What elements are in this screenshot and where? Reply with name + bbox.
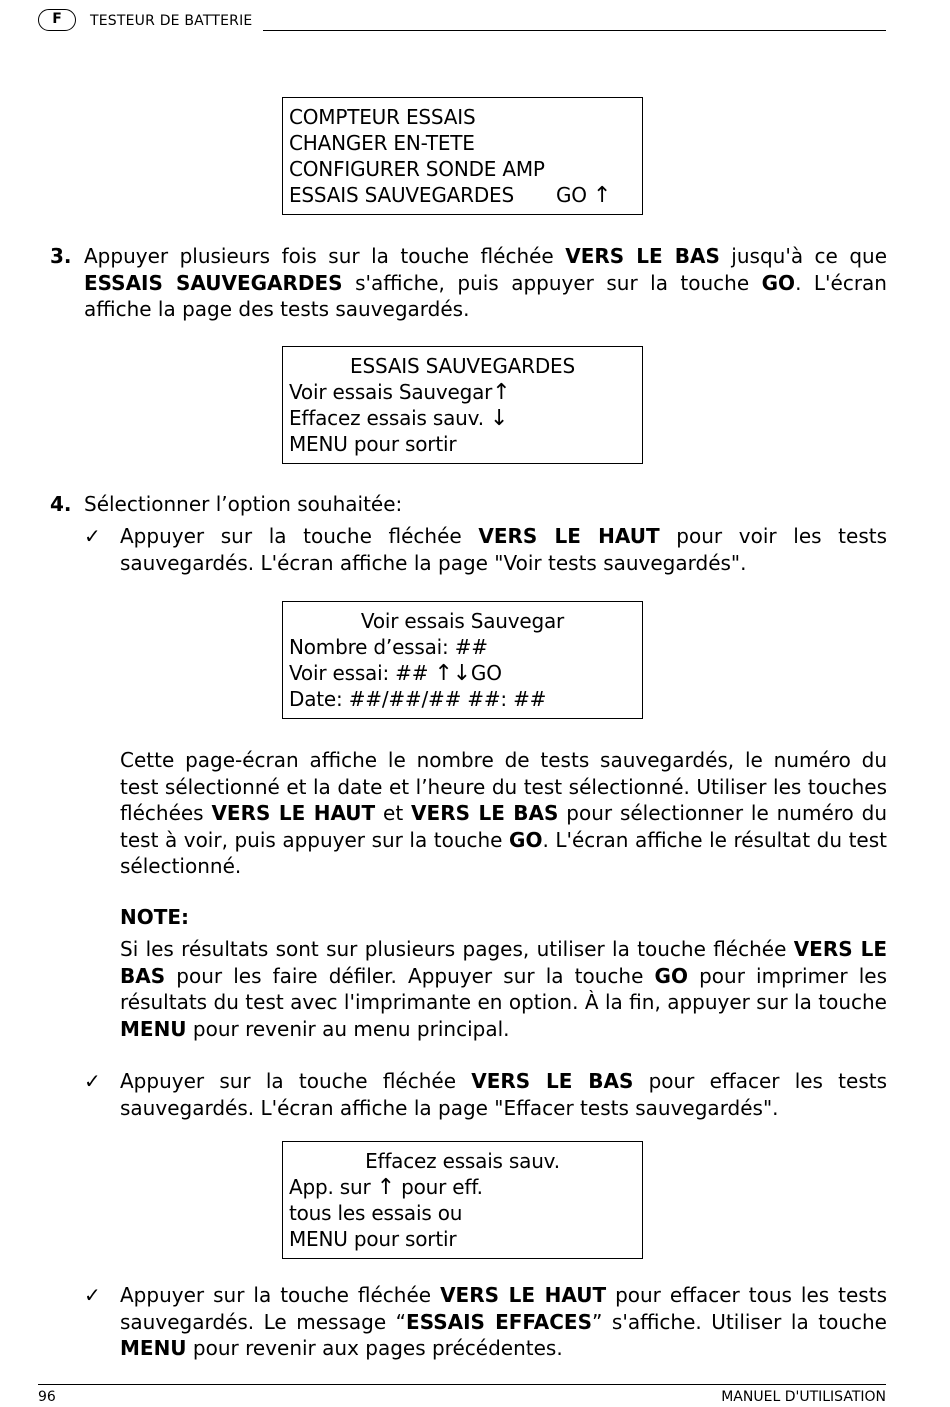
header-rule [263, 30, 886, 31]
lcd-screen-view-tests [282, 601, 643, 719]
check-icon: ✓ [84, 1069, 101, 1093]
lcd-line: Voir essais Sauvegar↑ [289, 380, 511, 405]
view-description: Cette page-écran affiche le nombre de tests sauvegardés, le numéro du test sélectionné et la date et l’heure du test sélectionné. Utiliser les touches fléchées VERS LE HAUT et VERS LE BAS pour sélectionner le numéro du test à voir, puis appuyer sur la touche GO. L'écran affiche le résultat du test sélectionné. [120, 748, 887, 878]
header-title: TESTEUR DE BATTERIE [90, 13, 253, 29]
note-text: Si les résultats sont sur plusieurs pages, utiliser la touche fléchée VERS LE BAS pour les faire défiler. Appuyer sur la touche GO pour imprimer les résultats du test avec l'imprimante en option. À la fin, appuyer sur la touche MENU pour revenir au menu principal. [120, 937, 887, 1041]
lcd-line: Voir essai: ## ↑↓GO [289, 661, 502, 686]
lcd-line: MENU pour sortir [289, 1227, 457, 1251]
note-label: NOTE: [120, 905, 190, 929]
down-arrow-icon: ↓ [490, 406, 509, 431]
up-arrow-icon: ↑ [592, 183, 612, 208]
lcd-line: CHANGER EN-TETE [289, 131, 475, 155]
up-arrow-icon: ↑ [492, 380, 511, 405]
step-3-text: Appuyer plusieurs fois sur la touche fléchée VERS LE BAS jusqu'à ce que ESSAIS SAUVEGARDES s'affiche, puis appuyer sur la touche GO. L'écran affiche la page des tests sauvegardés. [84, 244, 887, 321]
lcd-title: Effacez essais sauv. [365, 1149, 560, 1173]
language-badge: F [38, 9, 76, 31]
option-erase-text: Appuyer sur la touche fléchée VERS LE BAS pour effacer les tests sauvegardés. L'écran affiche la page "Effacer tests sauvegardés". [120, 1069, 888, 1120]
check-icon: ✓ [84, 524, 101, 548]
step-number: 4. [50, 492, 72, 516]
lcd-line: Nombre d’essai: ## [289, 635, 488, 659]
page-number: 96 [38, 1389, 56, 1405]
option-confirm-erase-text: Appuyer sur la touche fléchée VERS LE HAUT pour effacer tous les tests sauvegardés. Le message “ESSAIS EFFACES” s'affiche. Utiliser la touche MENU pour revenir aux pages précédentes. [120, 1283, 887, 1360]
lcd-line: App. sur ↑ pour eff. [289, 1175, 483, 1200]
lcd-line: MENU pour sortir [289, 432, 457, 456]
go-key-label: GO [555, 183, 587, 207]
footer-rule [38, 1384, 886, 1385]
lcd-line: Date: ##/##/## ##: ## [289, 687, 547, 711]
footer-title: MANUEL D'UTILISATION [721, 1389, 886, 1405]
check-icon: ✓ [84, 1283, 101, 1307]
go-key-label: GO [470, 661, 502, 685]
lcd-title: Voir essais Sauvegar [360, 609, 565, 633]
lcd-text: ESSAIS SAUVEGARDES [289, 183, 514, 207]
lcd-screen-erase-tests [282, 1141, 643, 1259]
lcd-line: Effacez essais sauv. ↓ [289, 406, 509, 431]
up-arrow-icon: ↑ [434, 661, 453, 686]
lcd-line: COMPTEUR ESSAIS [289, 105, 476, 129]
lcd-line: tous les essais ou [289, 1201, 463, 1225]
lcd-screen-saved-tests [282, 346, 643, 464]
up-arrow-icon: ↑ [376, 1175, 395, 1200]
option-view-text: Appuyer sur la touche fléchée VERS LE HAUT pour voir les tests sauvegardés. L'écran affiche la page "Voir tests sauvegardés". [120, 524, 888, 575]
step-4-text: Sélectionner l’option souhaitée: [84, 492, 403, 516]
lcd-line [289, 182, 642, 208]
down-arrow-icon: ↓ [452, 661, 471, 686]
step-number: 3. [50, 244, 72, 268]
lcd-line: CONFIGURER SONDE AMP [289, 157, 545, 181]
lcd-title: ESSAIS SAUVEGARDES [350, 354, 575, 378]
lcd-screen-main-menu [282, 97, 643, 215]
